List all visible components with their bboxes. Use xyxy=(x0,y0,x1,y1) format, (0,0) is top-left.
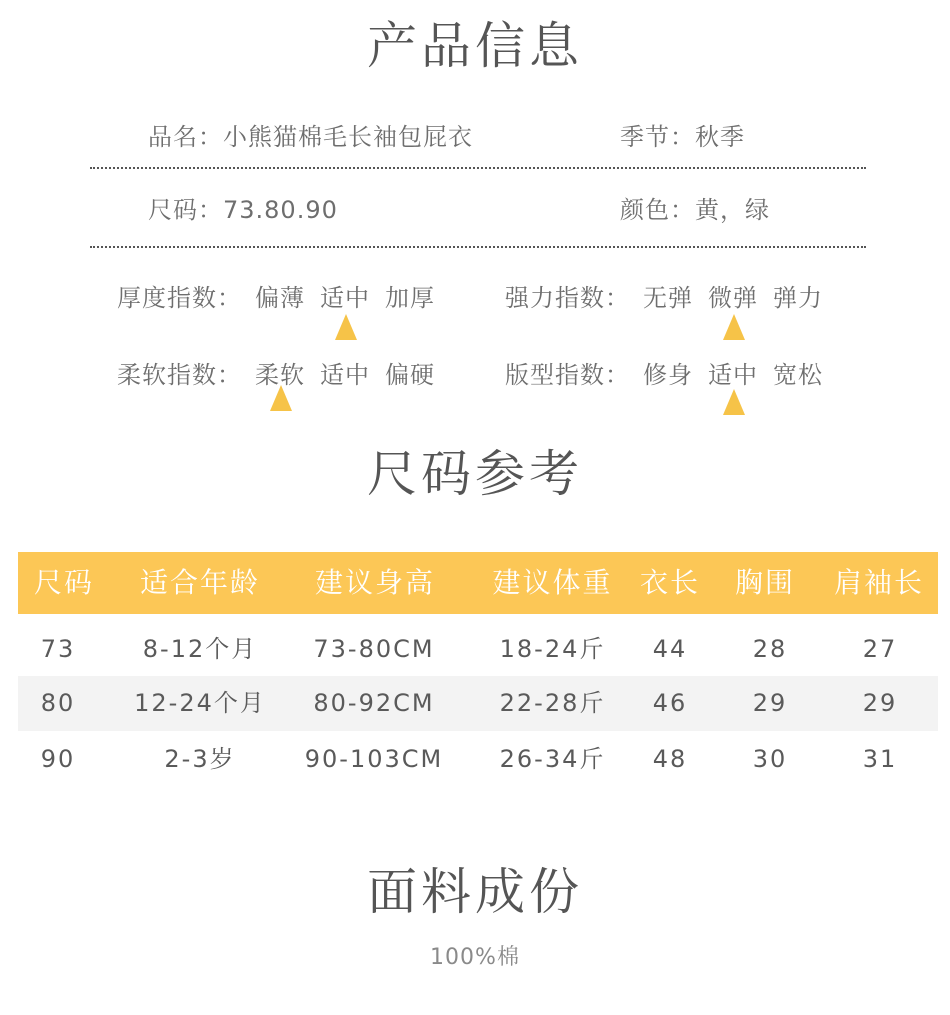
softness-option: 偏硬 xyxy=(385,361,435,389)
table-cell: 90 xyxy=(40,745,76,773)
divider xyxy=(90,167,866,169)
stretch-indicator-arrow-icon xyxy=(723,314,745,340)
table-cell: 27 xyxy=(862,635,898,663)
size-chart-title: 尺码参考 xyxy=(367,445,583,503)
softness-option: 适中 xyxy=(320,361,370,389)
fabric-composition: 100%棉 xyxy=(430,945,520,970)
fit-indicator-arrow-icon xyxy=(723,389,745,415)
table-header-cell: 尺码 xyxy=(33,566,94,599)
fabric-title: 面料成份 xyxy=(367,863,583,921)
table-cell: 26-34斤 xyxy=(499,745,606,773)
table-cell: 73 xyxy=(40,635,76,663)
thickness-option: 适中 xyxy=(320,284,370,312)
table-cell: 29 xyxy=(862,689,898,717)
stretch-index-label: 强力指数： xyxy=(505,284,630,312)
softness-indicator-arrow-icon xyxy=(270,385,292,411)
table-cell: 90-103CM xyxy=(304,745,444,773)
stretch-option: 无弹 xyxy=(643,284,693,312)
fit-option: 适中 xyxy=(708,361,758,389)
fit-index-label: 版型指数： xyxy=(505,361,630,389)
fit-option: 修身 xyxy=(643,361,693,389)
table-cell: 8-12个月 xyxy=(142,635,258,663)
divider xyxy=(90,246,866,248)
table-cell: 12-24个月 xyxy=(134,689,266,717)
stretch-option: 微弹 xyxy=(708,284,758,312)
table-header-cell: 肩袖长 xyxy=(833,566,924,599)
table-cell: 29 xyxy=(752,689,788,717)
product-info-title: 产品信息 xyxy=(367,17,583,75)
softness-option: 柔软 xyxy=(255,361,305,389)
table-cell: 2-3岁 xyxy=(164,745,236,773)
table-cell: 28 xyxy=(752,635,788,663)
table-cell: 80-92CM xyxy=(313,689,435,717)
table-cell: 44 xyxy=(652,635,688,663)
table-cell: 18-24斤 xyxy=(499,635,606,663)
table-cell: 31 xyxy=(862,745,898,773)
table-header-cell: 建议身高 xyxy=(314,566,435,599)
product-color: 颜色：黄，绿 xyxy=(620,196,770,224)
product-season: 季节：秋季 xyxy=(620,123,745,151)
table-cell: 73-80CM xyxy=(313,635,435,663)
table-cell: 48 xyxy=(652,745,688,773)
product-name: 品名：小熊猫棉毛长袖包屁衣 xyxy=(148,123,473,151)
thickness-index-label: 厚度指数： xyxy=(117,284,242,312)
stretch-option: 弹力 xyxy=(773,284,823,312)
thickness-option: 加厚 xyxy=(385,284,435,312)
table-cell: 46 xyxy=(652,689,688,717)
fit-option: 宽松 xyxy=(773,361,823,389)
table-cell: 30 xyxy=(752,745,788,773)
thickness-indicator-arrow-icon xyxy=(335,314,357,340)
softness-index-label: 柔软指数： xyxy=(117,361,242,389)
thickness-option: 偏薄 xyxy=(255,284,305,312)
table-cell: 22-28斤 xyxy=(499,689,606,717)
table-header-cell: 衣长 xyxy=(639,566,700,599)
table-cell: 80 xyxy=(40,689,76,717)
table-header-cell: 建议体重 xyxy=(492,566,613,599)
table-header-cell: 胸围 xyxy=(734,566,795,599)
table-header-cell: 适合年龄 xyxy=(139,566,260,599)
product-size: 尺码：73.80.90 xyxy=(148,196,338,224)
